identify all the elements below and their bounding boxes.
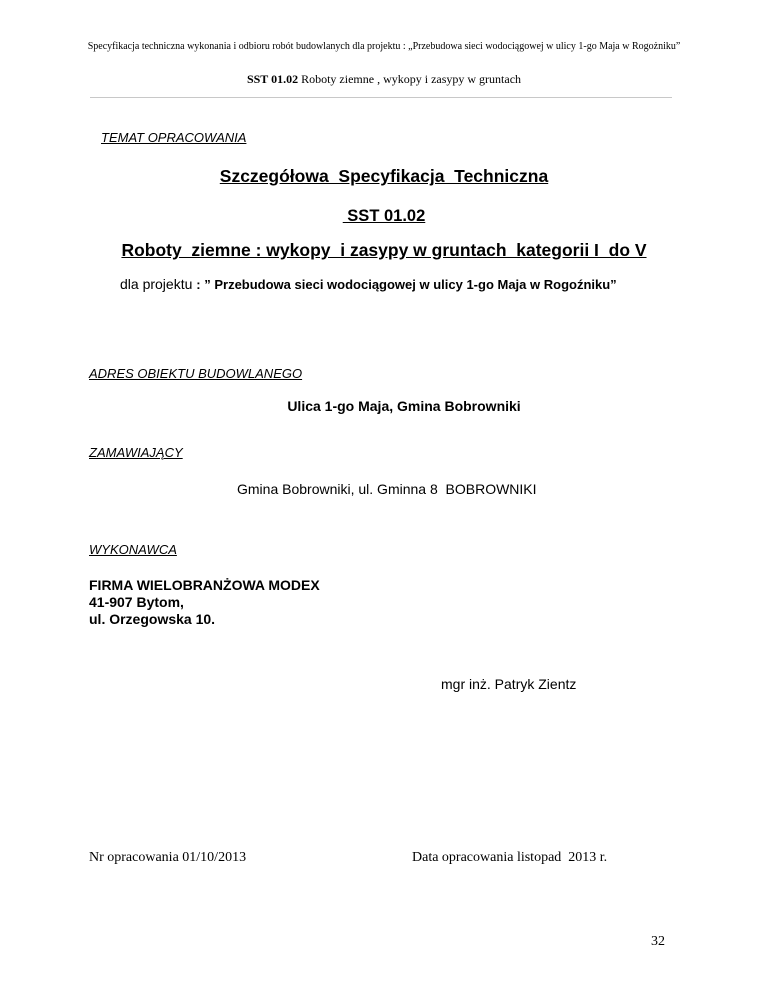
header-subtitle (0, 72, 768, 87)
project-prefix: dla projektu (120, 276, 193, 292)
sst-code: SST 01.02 (342, 207, 426, 225)
project-name: : ” Przebudowa sieci wodociągowej w ulicy 1-go Maja w Rogoźniku” (196, 277, 617, 292)
header-subtitle-text: Roboty ziemne , wykopy i zasypy w gruntach (301, 72, 522, 86)
header-code: SST 01.02 (246, 72, 299, 86)
client-label: ZAMAWIAJĄCY (89, 445, 183, 460)
address-value: Ulica 1-go Maja, Gmina Bobrowniki (287, 398, 521, 414)
contractor-label: WYKONAWCA (89, 542, 177, 557)
contractor-street: ul. Orzegowska 10. (89, 611, 216, 627)
works-title: Roboty ziemne : wykopy i zasypy w gruntach kategorii I do V (121, 240, 647, 260)
document-date: Data opracowania listopad 2013 r. (412, 850, 608, 865)
client-value: Gmina Bobrowniki, ul. Gminna 8 BOBROWNIKI (237, 481, 537, 497)
address-label: ADRES OBIEKTU BUDOWLANEGO (89, 366, 303, 381)
document-number: Nr opracowania 01/10/2013 (89, 850, 247, 865)
running-header: Specyfikacja techniczna wykonania i odbioru robót budowlanych dla projektu : „Przebudowa sieci wodociągowej w ulicy 1-go Maja w Rogożniku” (87, 41, 681, 52)
contractor-name: FIRMA WIELOBRANŻOWA MODEX (89, 577, 320, 593)
page-number: 32 (651, 934, 665, 949)
contractor-city: 41-907 Bytom, (89, 594, 184, 610)
document-title: Szczegółowa Specyfikacja Techniczna (219, 166, 549, 186)
project-line (120, 276, 617, 292)
header-divider (90, 97, 672, 98)
contractor-address (89, 577, 320, 628)
author-name: mgr inż. Patryk Zientz (441, 676, 577, 692)
temat-label: TEMAT OPRACOWANIA (101, 130, 247, 145)
